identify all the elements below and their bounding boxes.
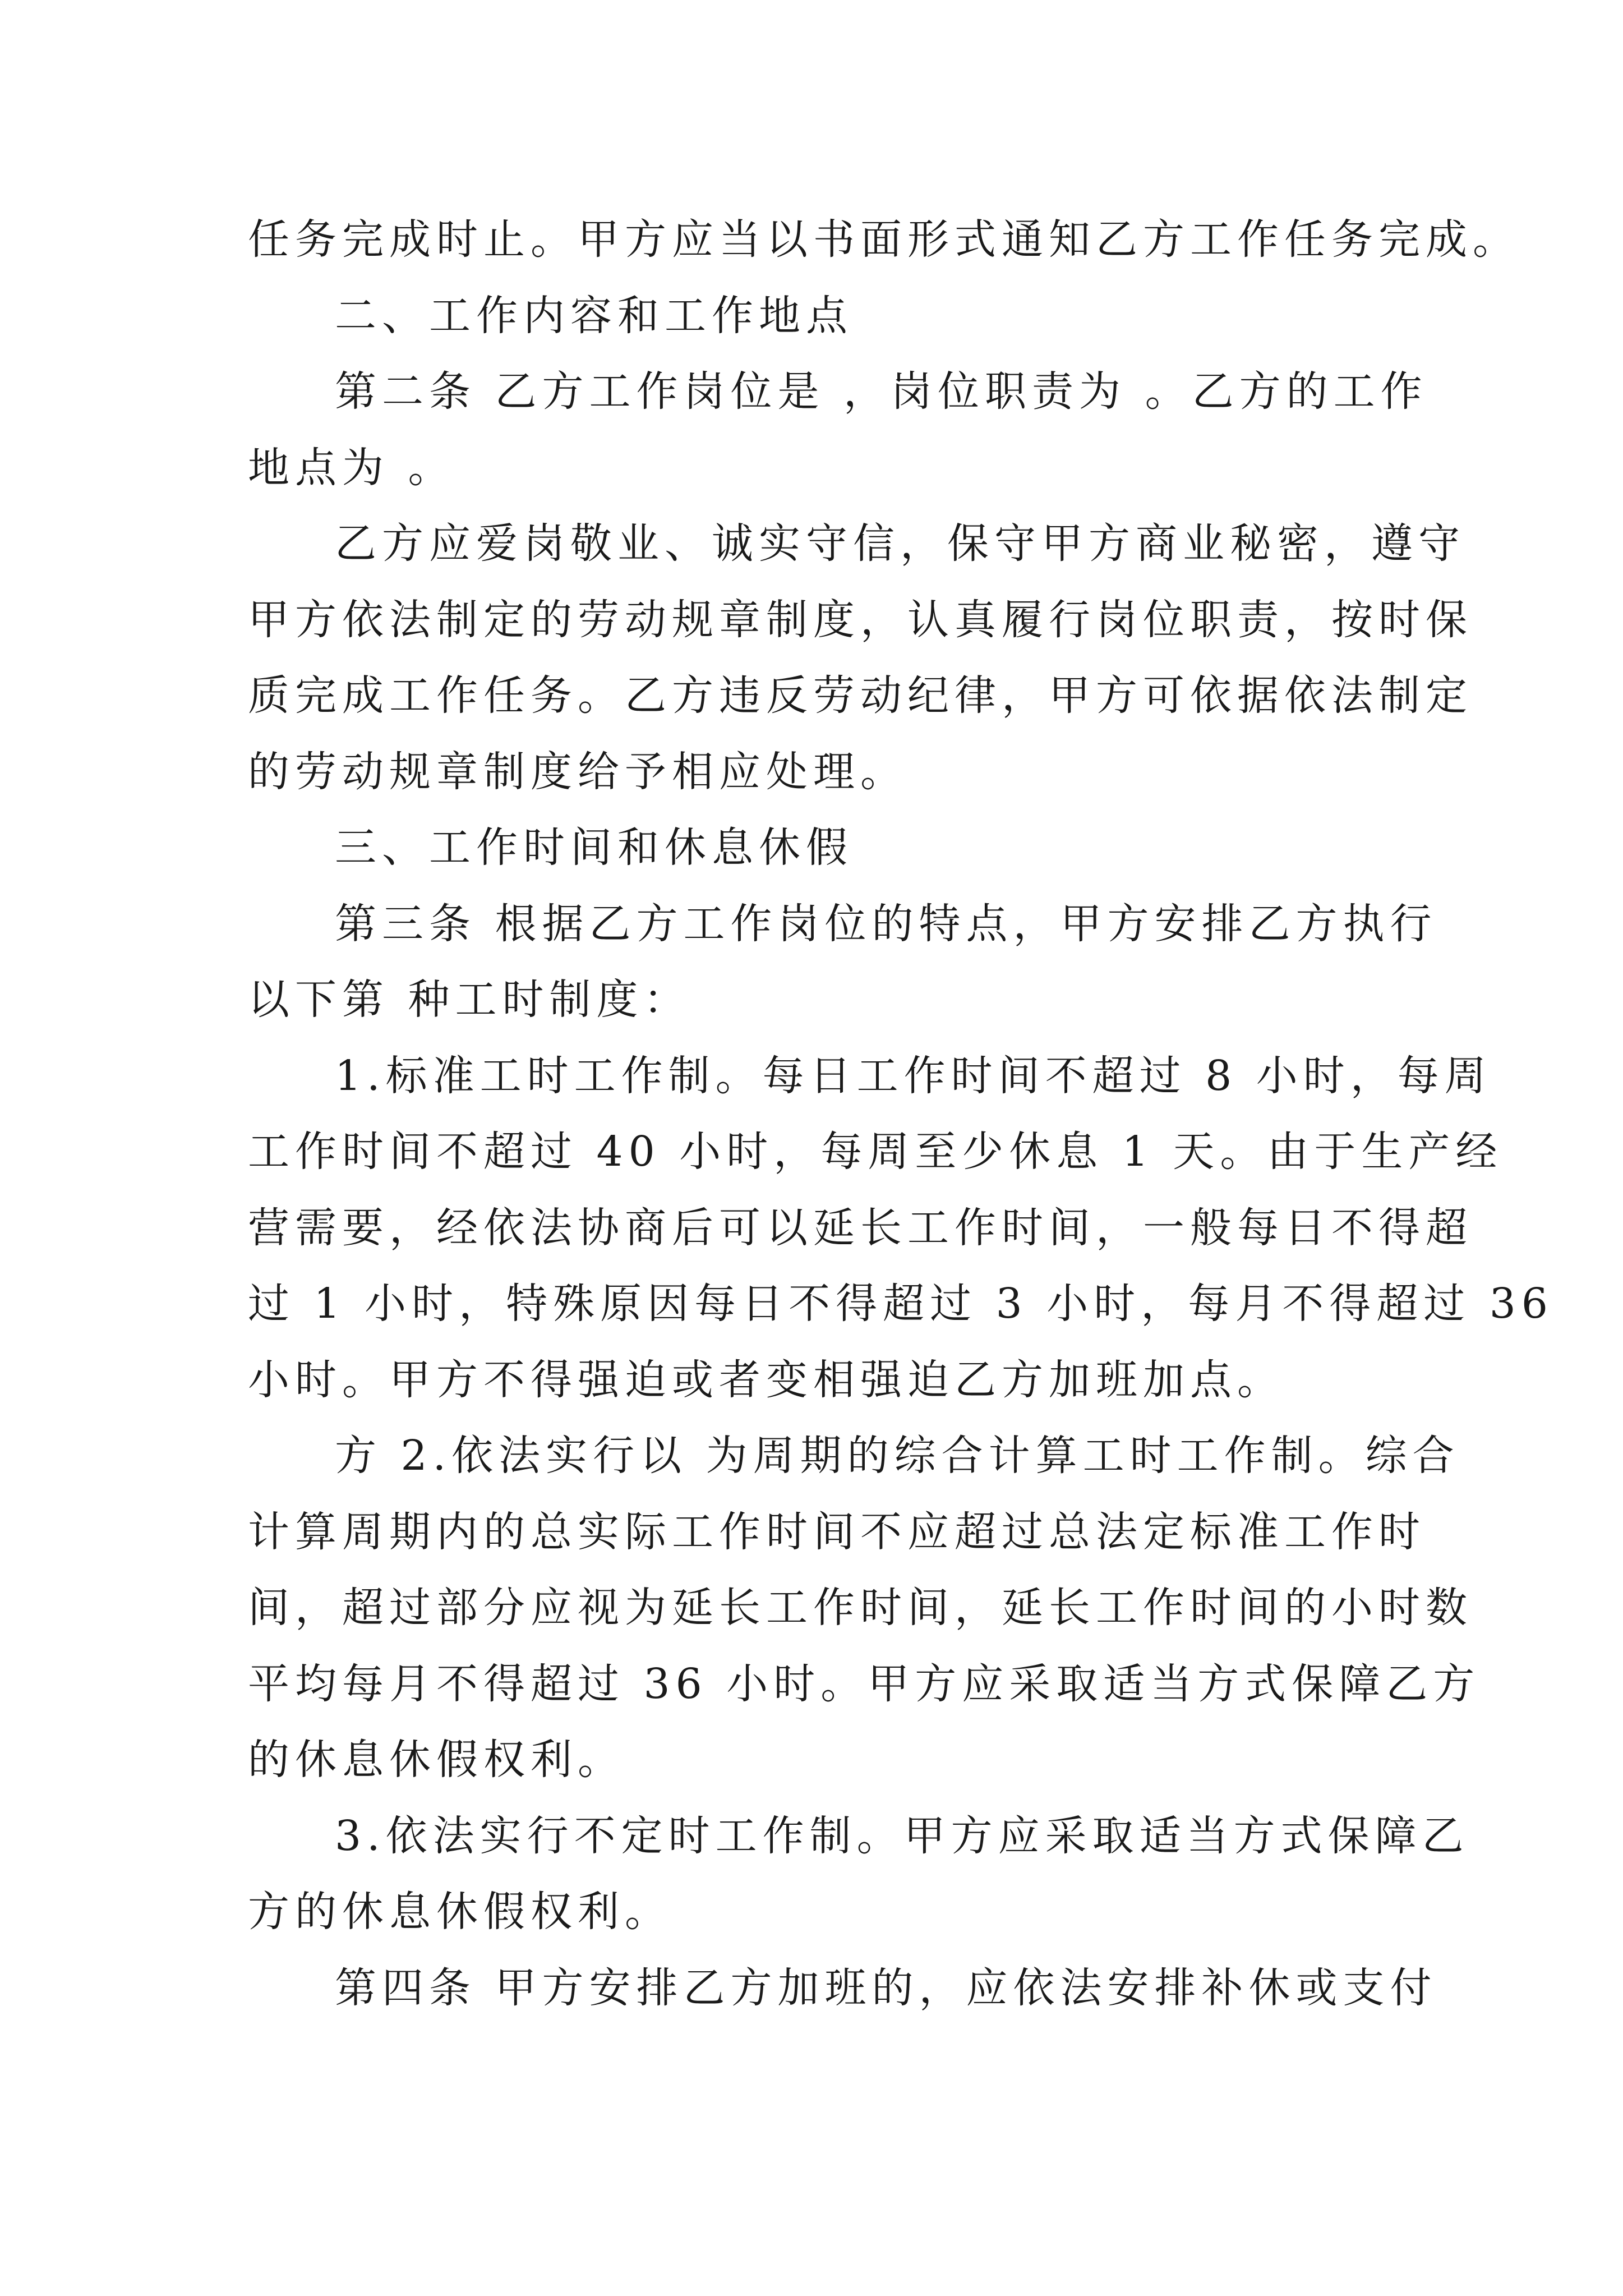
text-line: 营需要，经依法协商后可以延长工作时间，一般每日不得超 <box>248 1203 1473 1252</box>
text-line: 的休息休假权利。 <box>248 1736 625 1784</box>
text-line: 过 1 小时，特殊原因每日不得超过 3 小时，每月不得超过 36 <box>248 1280 1553 1328</box>
text-line: 第二条 乙方工作岗位是 ，岗位职责为 。乙方的工作 <box>335 367 1428 416</box>
text-line: 间，超过部分应视为延长工作时间，延长工作时间的小时数 <box>248 1584 1473 1632</box>
contract-body-text <box>248 202 1553 2026</box>
section-heading: 三、工作时间和休息休假 <box>335 823 853 872</box>
text-line: 乙方应爱岗敬业、诚实守信，保守甲方商业秘密，遵守 <box>335 519 1465 568</box>
text-line: 质完成工作任务。乙方违反劳动纪律，甲方可依据依法制定 <box>248 671 1473 720</box>
text-line: 甲方依法制定的劳动规章制度，认真履行岗位职责，按时保 <box>248 595 1473 644</box>
text-line: 的劳动规章制度给予相应处理。 <box>248 747 907 796</box>
text-line: 以下第 种工时制度： <box>248 976 691 1024</box>
text-line: 第三条 根据乙方工作岗位的特点，甲方安排乙方执行 <box>335 899 1437 948</box>
text-line: 方 2.依法实行以 为周期的综合计算工时工作制。综合 <box>335 1432 1460 1480</box>
text-line: 1.标准工时工作制。每日工作时间不超过 8 小时，每周 <box>335 1051 1492 1100</box>
text-line: 第四条 甲方安排乙方加班的，应依法安排补休或支付 <box>335 1963 1437 2012</box>
text-line: 3.依法实行不定时工作制。甲方应采取适当方式保障乙 <box>335 1811 1469 1860</box>
text-line: 任务完成时止。甲方应当以书面形式通知乙方工作任务完成。 <box>248 215 1520 264</box>
text-line: 平均每月不得超过 36 小时。甲方应采取适当方式保障乙方 <box>248 1659 1481 1708</box>
text-line: 计算周期内的总实际工作时间不应超过总法定标准工作时 <box>248 1507 1426 1556</box>
text-line: 地点为 。 <box>248 443 455 492</box>
text-line: 工作时间不超过 40 小时，每周至少休息 1 天。由于生产经 <box>248 1128 1503 1176</box>
text-line: 小时。甲方不得强迫或者变相强迫乙方加班加点。 <box>248 1355 1284 1404</box>
section-heading: 二、工作内容和工作地点 <box>335 291 853 340</box>
text-line: 方的休息休假权利。 <box>248 1888 672 1936</box>
